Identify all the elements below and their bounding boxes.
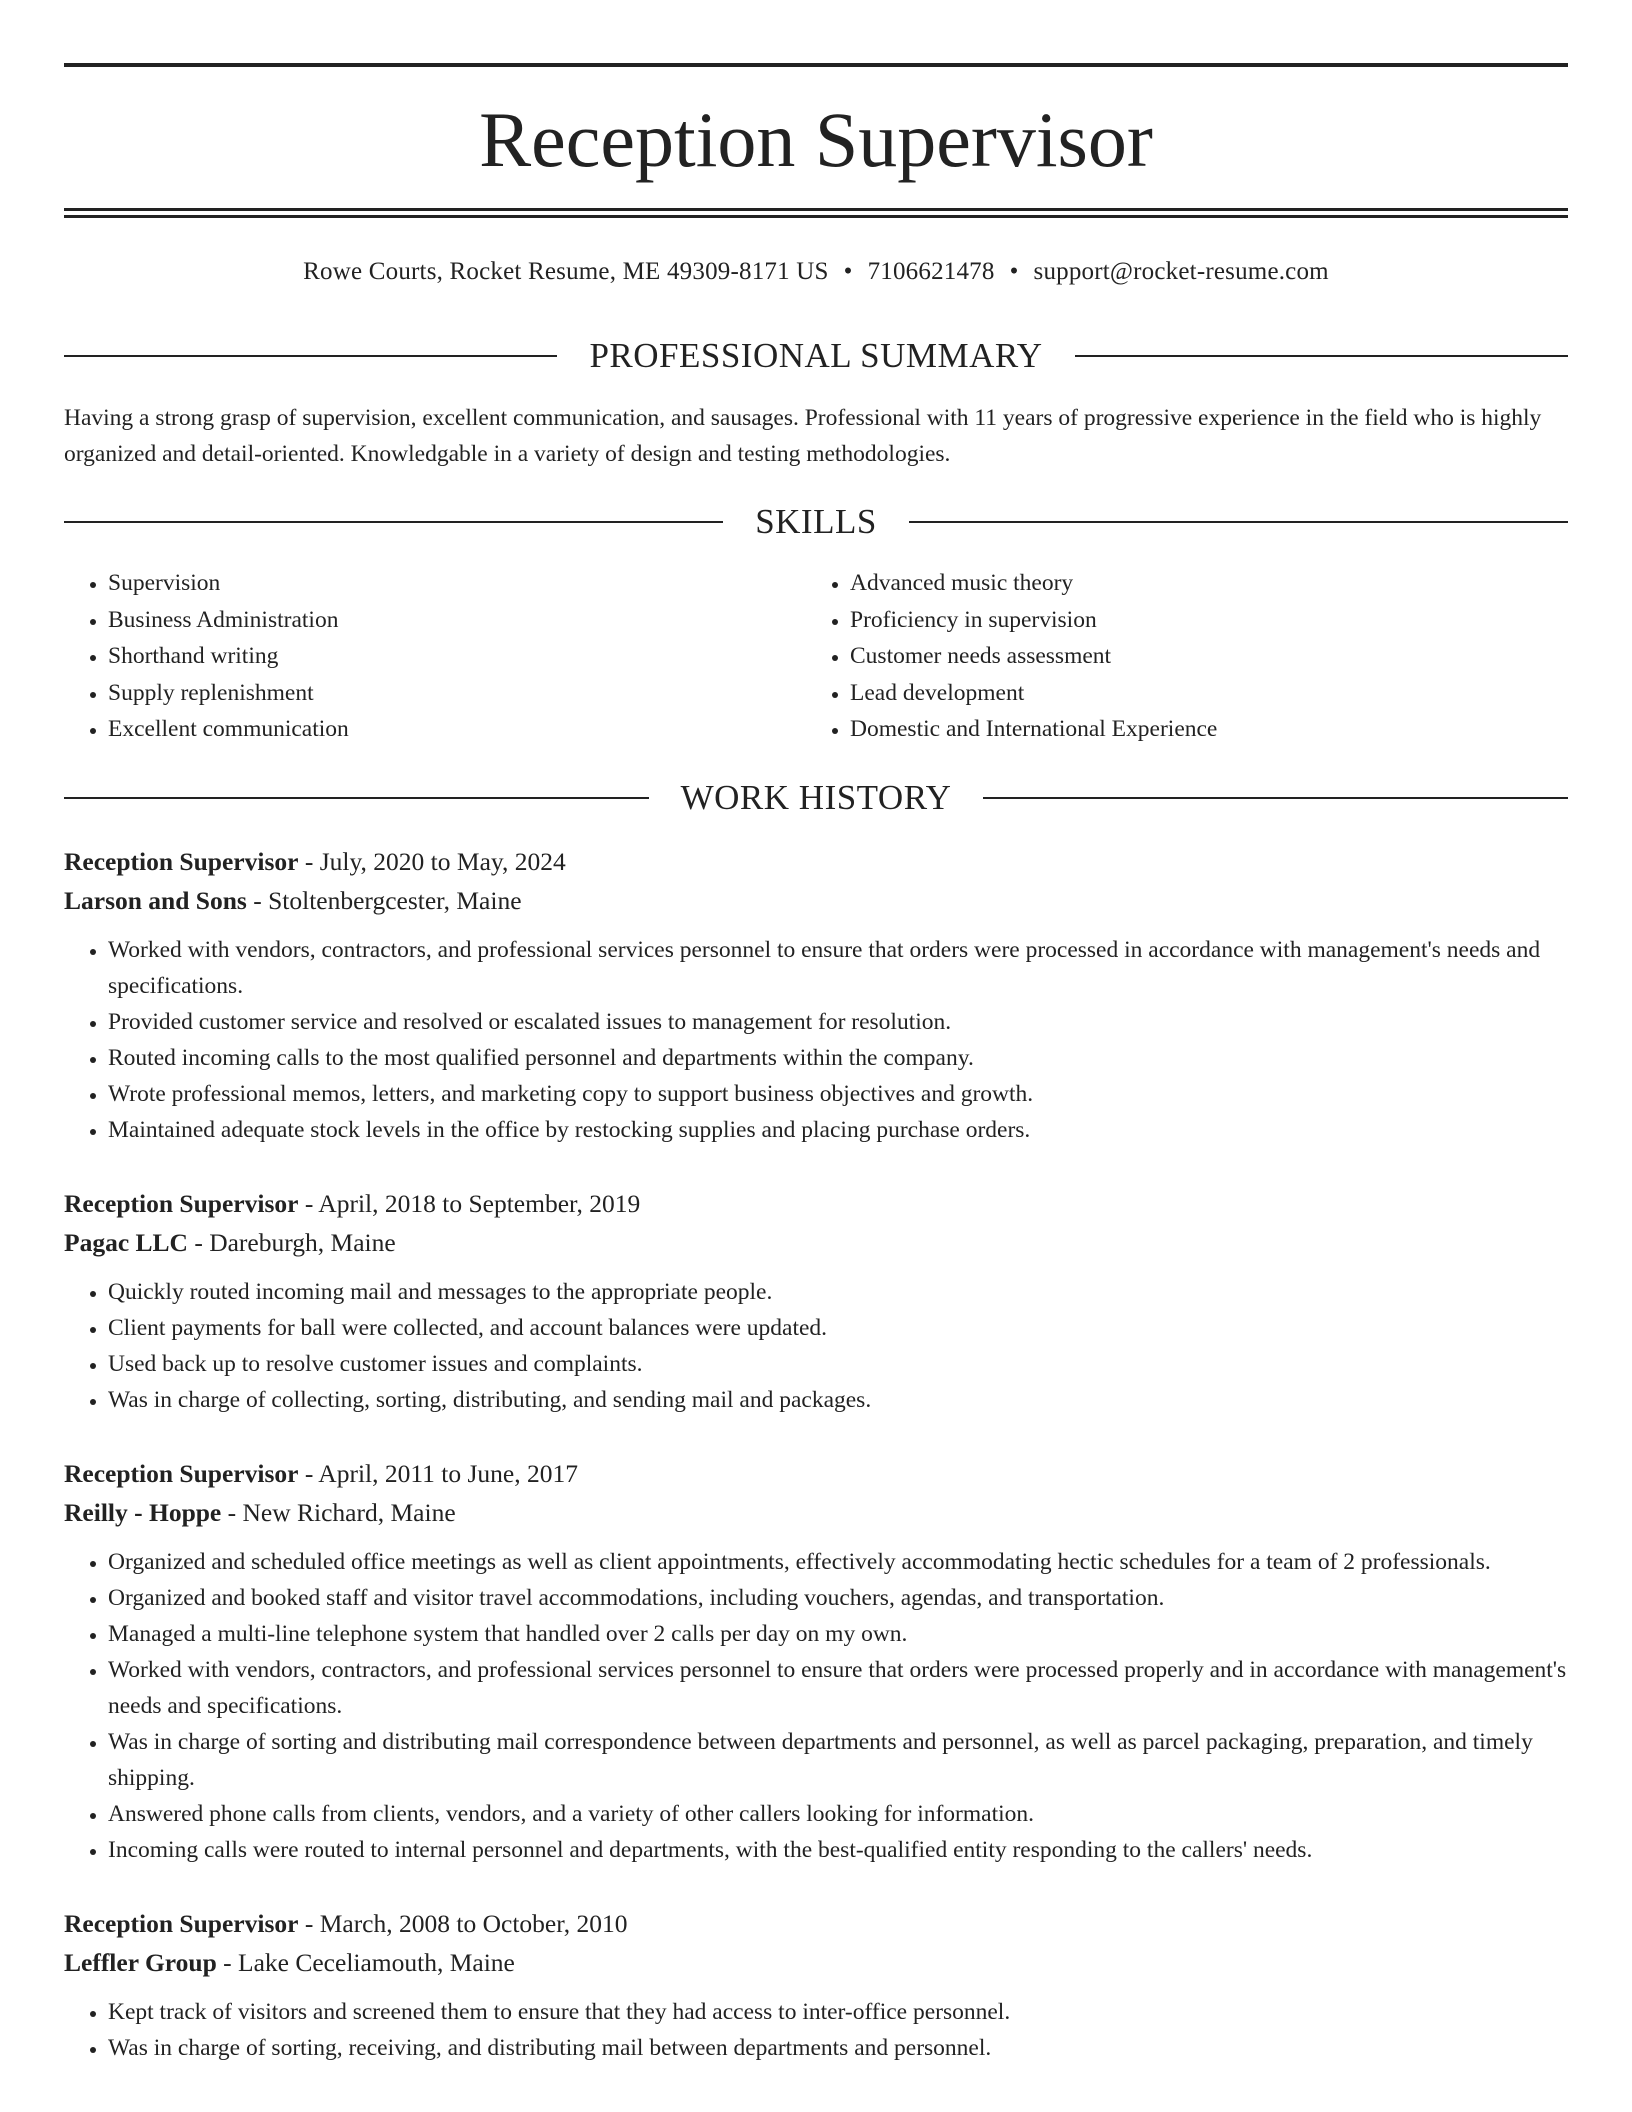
divider [64, 521, 723, 523]
job-company: Pagac LLC [64, 1228, 188, 1257]
contact-line [64, 256, 1568, 288]
summary-heading: PROFESSIONAL SUMMARY [589, 336, 1043, 375]
job-title: Reception Supervisor [64, 847, 299, 876]
contact-email: support@rocket-resume.com [1033, 258, 1329, 285]
job-bullet: • Wrote professional memos, letters, and marketing copy to support business objectives and growth. [108, 1076, 1568, 1112]
job-company: Larson and Sons [64, 886, 247, 915]
job-title: Reception Supervisor [64, 1459, 299, 1488]
job-bullet: • Provided customer service and resolved or escalated issues to management for resolution. [108, 1004, 1568, 1040]
job-bullet: • Organized and scheduled office meetings as well as client appointments, effectively accommodating hectic schedules for a team of 2 professionals. [108, 1544, 1568, 1580]
skill-item: • Excellent communication [108, 711, 806, 748]
job-bullet: • Incoming calls were routed to internal personnel and departments, with the best-qualified entity responding to the callers' needs. [108, 1832, 1568, 1868]
skill-item: • Shorthand writing [108, 638, 806, 675]
job-bullets [64, 932, 1568, 1148]
skills-section-header [64, 502, 1568, 542]
job-bullet: • Routed incoming calls to the most qualified personnel and departments within the company. [108, 1040, 1568, 1076]
divider [1075, 355, 1568, 357]
job-bullet: • Client payments for ball were collected, and account balances were updated. [108, 1310, 1568, 1346]
job-company-line: Larson and Sons - Stoltenbergcester, Maine [64, 886, 522, 915]
contact-address: Rowe Courts, Rocket Resume, ME 49309-8171 US [303, 258, 829, 285]
job-dates: April, 2018 to September, 2019 [318, 1189, 641, 1218]
skill-item: • Business Administration [108, 602, 806, 639]
divider [64, 797, 649, 799]
divider [909, 521, 1568, 523]
work-section-header [64, 778, 1568, 818]
job-bullets [64, 1274, 1568, 1418]
skills-column-left [64, 565, 806, 748]
skill-item: • Supply replenishment [108, 675, 806, 712]
contact-separator: • [1009, 258, 1019, 285]
job-location: Stoltenbergcester, Maine [268, 886, 522, 915]
job-entry [64, 1454, 1568, 1868]
job-title: Reception Supervisor [64, 1189, 299, 1218]
job-location: Lake Ceceliamouth, Maine [238, 1948, 515, 1977]
job-bullet: • Was in charge of sorting and distributing mail correspondence between departments and personnel, as well as parcel packaging, preparation, and timely shipping. [108, 1724, 1568, 1796]
summary-text: Having a strong grasp of supervision, excellent communication, and sausages. Professional with 11 years of progressive experience in the field who is highly organized and detail-oriented. Knowledgable in a variety of design and testing methodologies. [64, 405, 1542, 467]
job-bullet: • Organized and booked staff and visitor travel accommodations, including vouchers, agendas, and transportation. [108, 1580, 1568, 1616]
job-bullet: • Kept track of visitors and screened them to ensure that they had access to inter-office personnel. [108, 1994, 1568, 2030]
divider [983, 797, 1568, 799]
job-company: Leffler Group [64, 1948, 217, 1977]
skill-item: • Lead development [850, 675, 1548, 712]
job-company-line: Reilly - Hoppe - New Richard, Maine [64, 1498, 456, 1527]
job-entry [64, 842, 1568, 1148]
double-rule [64, 208, 1568, 218]
skills-column-right [806, 565, 1548, 748]
job-entry [64, 1184, 1568, 1418]
work-history-list [64, 842, 1568, 2102]
job-bullet: • Maintained adequate stock levels in the office by restocking supplies and placing purchase orders. [108, 1112, 1568, 1148]
skill-item: • Proficiency in supervision [850, 602, 1548, 639]
skills-list [64, 565, 1568, 748]
job-bullet: • Was in charge of collecting, sorting, distributing, and sending mail and packages. [108, 1382, 1568, 1418]
job-bullets [64, 1994, 1568, 2066]
job-company-line: Pagac LLC - Dareburgh, Maine [64, 1228, 396, 1257]
skill-item: • Domestic and International Experience [850, 711, 1548, 748]
job-title-line: Reception Supervisor - April, 2011 to June, 2017 [64, 1459, 579, 1488]
skills-heading: SKILLS [755, 502, 877, 541]
resume-title: Reception Supervisor [479, 96, 1153, 183]
top-rule [64, 63, 1568, 67]
divider [64, 355, 557, 357]
job-entry [64, 1904, 1568, 2066]
job-bullet: • Answered phone calls from clients, vendors, and a variety of other callers looking for information. [108, 1796, 1568, 1832]
work-heading: WORK HISTORY [680, 778, 952, 817]
job-location: New Richard, Maine [242, 1498, 456, 1527]
job-title-line: Reception Supervisor - March, 2008 to October, 2010 [64, 1909, 628, 1938]
skill-item: • Supervision [108, 565, 806, 602]
job-title: Reception Supervisor [64, 1909, 299, 1938]
job-company-line: Leffler Group - Lake Ceceliamouth, Maine [64, 1948, 515, 1977]
job-bullets [64, 1544, 1568, 1868]
job-bullet: • Managed a multi-line telephone system that handled over 2 calls per day on my own. [108, 1616, 1568, 1652]
job-bullet: • Quickly routed incoming mail and messages to the appropriate people. [108, 1274, 1568, 1310]
job-bullet: • Used back up to resolve customer issues and complaints. [108, 1346, 1568, 1382]
skill-item: • Advanced music theory [850, 565, 1548, 602]
job-bullet: • Worked with vendors, contractors, and professional services personnel to ensure that orders were processed in accordance with management's needs and specifications. [108, 932, 1568, 1004]
job-dates: March, 2008 to October, 2010 [319, 1909, 628, 1938]
job-bullet: • Was in charge of sorting, receiving, and distributing mail between departments and personnel. [108, 2030, 1568, 2066]
job-title-line: Reception Supervisor - April, 2018 to September, 2019 [64, 1189, 641, 1218]
job-dates: July, 2020 to May, 2024 [319, 847, 566, 876]
summary-section-header [64, 336, 1568, 376]
job-company: Reilly - Hoppe [64, 1498, 222, 1527]
job-location: Dareburgh, Maine [209, 1228, 396, 1257]
contact-phone: 7106621478 [867, 258, 995, 285]
contact-separator: • [843, 258, 853, 285]
job-title-line: Reception Supervisor - July, 2020 to May, 2024 [64, 847, 566, 876]
job-dates: April, 2011 to June, 2017 [318, 1459, 579, 1488]
skill-item: • Customer needs assessment [850, 638, 1548, 675]
job-bullet: • Worked with vendors, contractors, and professional services personnel to ensure that orders were processed properly and in accordance with management's needs and specifications. [108, 1652, 1568, 1724]
